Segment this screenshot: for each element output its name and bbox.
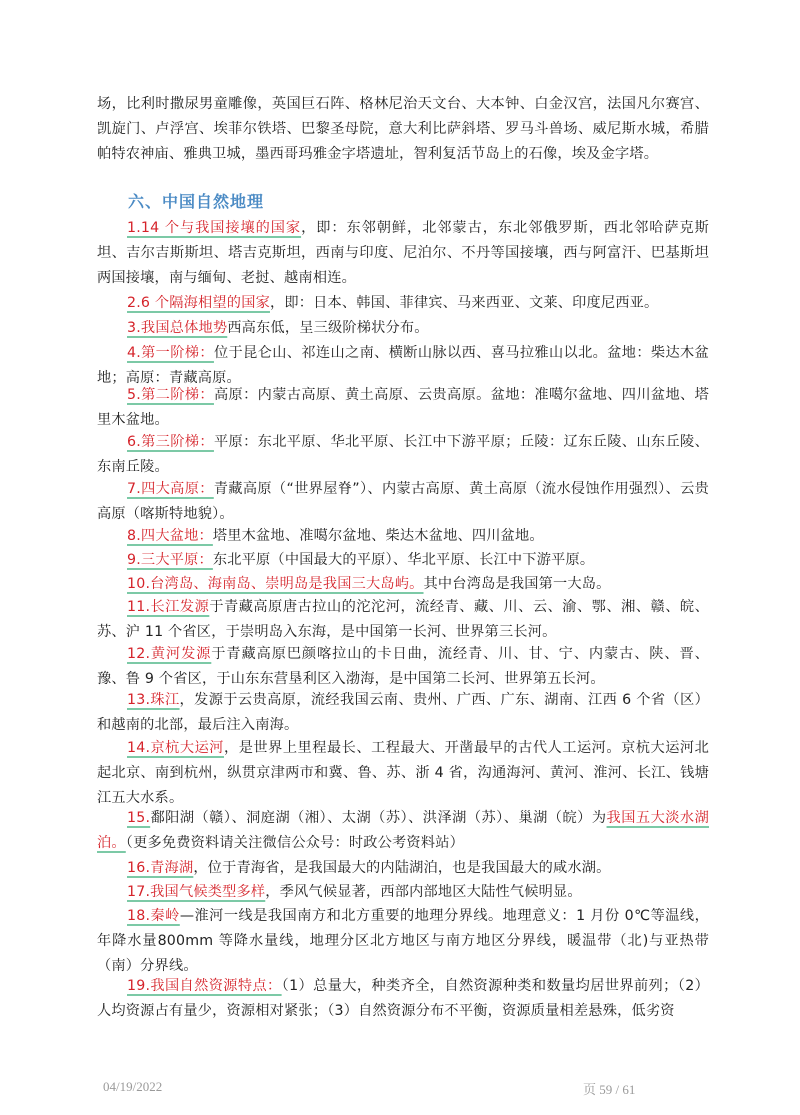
item-5 xyxy=(97,383,709,433)
item-2-text: ，即：日本、韩国、菲律宾、马来西亚、文莱、印度尼西亚。 xyxy=(269,295,659,311)
item-19 xyxy=(97,974,709,1024)
item-18-text: —淮河一线是我国南方和北方重要的地理分界线。地理意义：1 月份 0℃等温线，年降水量800mm 等降水量线，地理分区北方地区与南方地区分界线，暖温带（北)与亚热带（南）分界线。 xyxy=(97,908,709,974)
item-8-text: 塔里木盆地、准噶尔盆地、柴达木盆地、四川盆地。 xyxy=(212,528,544,544)
item-11 xyxy=(97,595,709,645)
item-15-key2: 我国五大淡水湖泊。 xyxy=(97,810,710,851)
item-18-key: 18.秦岭 xyxy=(127,908,180,924)
item-3-key: 3.我国总体地势 xyxy=(127,320,228,336)
item-13-key: 13.珠江 xyxy=(127,692,180,708)
item-2-key: 2.6 个隔海相望的国家 xyxy=(127,295,270,311)
item-17-text: ，季风气候显著，西部内部地区大陆性气候明显。 xyxy=(265,884,582,900)
item-8-key: 8.四大盆地： xyxy=(127,528,213,544)
item-10 xyxy=(97,572,709,597)
item-15-key: 15. xyxy=(127,810,151,826)
item-15-text2: （更多免费资料请关注微信公众号：时政公考资料站） xyxy=(125,835,464,851)
item-12 xyxy=(97,642,709,692)
item-6 xyxy=(97,430,709,480)
item-4-key: 4.第一阶梯： xyxy=(127,345,214,361)
item-14-text: ，是世界上里程最长、工程最大、开凿最早的古代人工运河。京杭大运河北起北京、南到杭州，纵贯京津两市和冀、鲁、苏、浙 4 省，沟通海河、黄河、淮河、长江、钱塘江五大水系。 xyxy=(97,740,709,806)
item-11-text: 于青藏高原唐古拉山的沱沱河，流经青、藏、川、云、渝、鄂、湘、赣、皖、苏、沪 11 个省区，于崇明岛入东海，是中国第一长河、世界第三长河。 xyxy=(97,599,709,640)
item-9-key: 9.三大平原： xyxy=(127,552,213,568)
item-9-text: 东北平原（中国最大的平原）、华北平原、长江中下游平原。 xyxy=(212,552,595,568)
item-12-text: 于青藏高原巴颜喀拉山的卡日曲，流经青、川、甘、宁、内蒙古、陕、晋、豫、鲁 9 个省区，于山东东营垦利区入渤海，是中国第二长河、世界第五长河。 xyxy=(97,646,709,687)
item-13 xyxy=(97,688,709,738)
item-1 xyxy=(97,216,709,291)
intro-paragraph xyxy=(97,92,709,167)
item-6-text: 平原：东北平原、华北平原、长江中下游平原；丘陵：辽东丘陵、山东丘陵、东南丘陵。 xyxy=(97,434,710,475)
item-6-key: 6.第三阶梯： xyxy=(127,434,214,450)
item-19-key: 19.我国自然资源特点： xyxy=(127,978,282,994)
item-7 xyxy=(97,477,709,527)
item-9 xyxy=(97,548,709,573)
item-5-text: 高原：内蒙古高原、黄土高原、云贵高原。盆地：准噶尔盆地、四川盆地、塔里木盆地。 xyxy=(97,387,710,428)
item-4-text: 位于昆仑山、祁连山之南、横断山脉以西、喜马拉雅山以北。盆地：柴达木盆地；高原：青藏高原。 xyxy=(97,345,710,386)
item-15-text: 鄱阳湖（赣）、洞庭湖（湘）、太湖（苏）、洪泽湖（苏）、巢湖（皖）为 xyxy=(150,810,607,826)
item-11-key: 11.长江发源 xyxy=(127,599,210,615)
item-13-text: ，发源于云贵高原，流经我国云南、贵州、广西、广东、湖南、江西 6 个省（区）和越南的北部，最后注入南海。 xyxy=(97,692,709,733)
item-14 xyxy=(97,736,709,811)
item-16 xyxy=(97,856,709,881)
item-18 xyxy=(97,904,709,979)
item-8 xyxy=(97,524,709,549)
item-12-key: 12.黄河发源 xyxy=(127,646,212,662)
item-19-text: （1）总量大，种类齐全，自然资源种类和数量均居世界前列；（2）人均资源占有量少，资源相对紧张；（3）自然资源分布不平衡，资源质量相差悬殊，低劣资 xyxy=(97,978,710,1019)
item-7-key: 7.四大高原： xyxy=(127,481,214,497)
item-17 xyxy=(97,880,709,905)
item-15 xyxy=(97,806,709,856)
footer-page-number: 页 59 / 61 xyxy=(583,1082,636,1097)
item-1-text: ，即：东邻朝鲜，北邻蒙古，东北邻俄罗斯，西北邻哈萨克斯坦、吉尔吉斯斯坦、塔吉克斯坦，西南与印度、尼泊尔、不丹等国接壤，西与阿富汗、巴基斯坦两国接壤，南与缅甸、老挝、越南相连。 xyxy=(97,220,709,286)
item-16-text: ，位于青海省，是我国最大的内陆湖泊，也是我国最大的咸水湖。 xyxy=(193,860,611,876)
item-10-text: 其中台湾岛是我国第一大岛。 xyxy=(423,576,611,592)
item-5-key: 5.第二阶梯： xyxy=(127,387,214,403)
item-1-key: 1.14 个与我国接壤的国家 xyxy=(127,220,302,236)
item-3 xyxy=(97,316,709,341)
footer-date: 04/19/2022 xyxy=(103,1079,163,1094)
item-17-key: 17.我国气候类型多样 xyxy=(127,884,266,900)
item-16-key: 16.青海湖 xyxy=(127,860,194,876)
item-3-text: 西高东低，呈三级阶梯状分布。 xyxy=(227,320,429,336)
item-14-key: 14.京杭大运河 xyxy=(127,740,225,756)
intro-text: 场，比利时撒尿男童雕像，英国巨石阵、格林尼治天文台、大本钟、白金汉宫，法国凡尔赛宫、凯旋门、卢浮宫、埃菲尔铁塔、巴黎圣母院，意大利比萨斜塔、罗马斗兽场、威尼斯水城，希腊帕特农神庙、雅典卫城，墨西哥玛雅金字塔遗址，智利复活节岛上的石像，埃及金字塔。 xyxy=(97,96,709,162)
item-2 xyxy=(97,291,709,316)
item-10-key: 10.台湾岛、海南岛、崇明岛是我国三大岛屿。 xyxy=(127,576,424,592)
section-title: 六、中国自然地理 xyxy=(128,192,265,211)
item-7-text: 青藏高原（“世界屋脊”）、内蒙古高原、黄土高原（流水侵蚀作用强烈）、云贵高原（喀斯特地貌）。 xyxy=(97,481,710,522)
